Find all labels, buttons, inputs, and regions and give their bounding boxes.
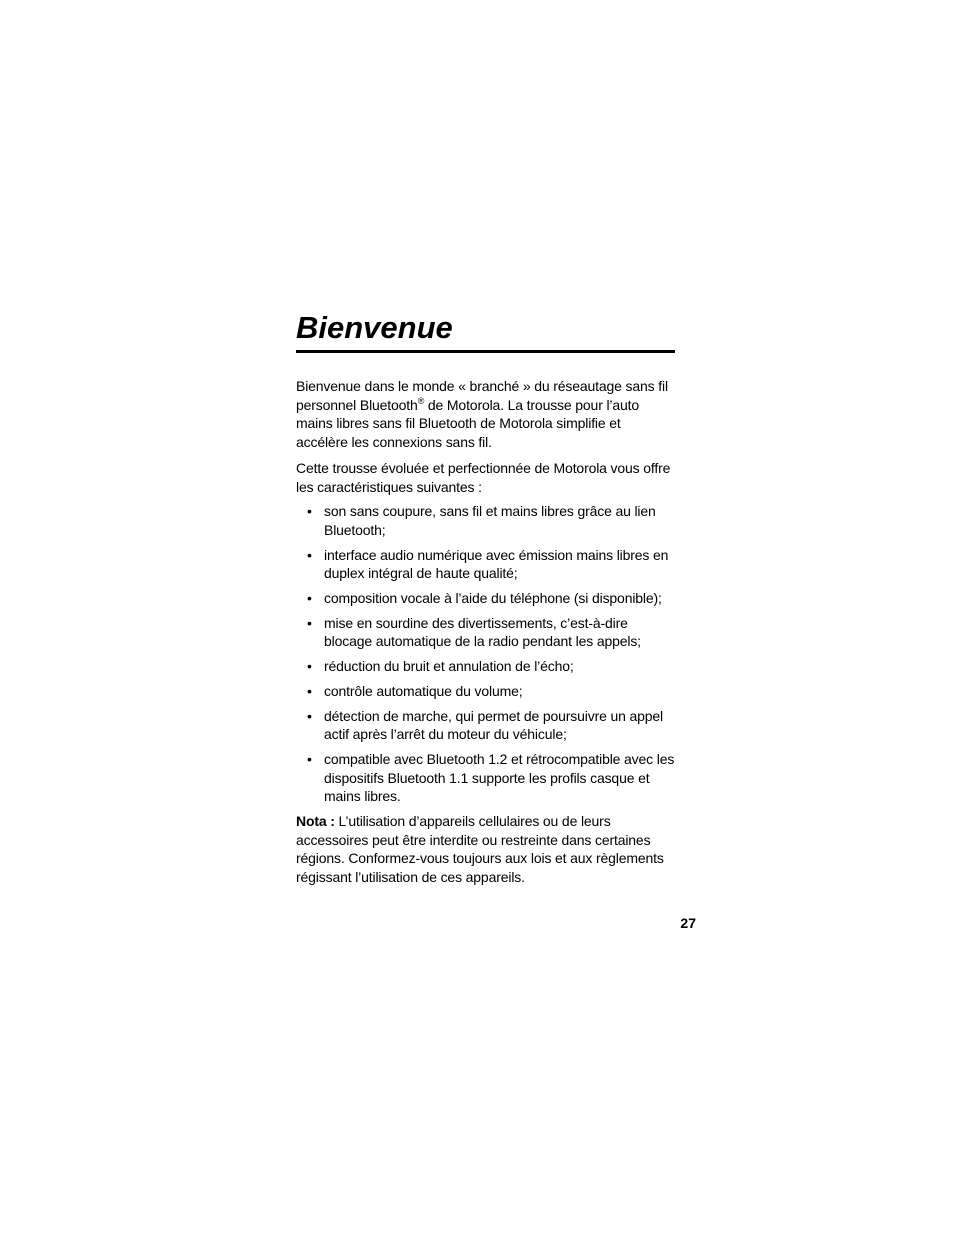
registered-mark: ® (417, 395, 425, 406)
bullet-icon: • (307, 546, 312, 563)
bullet-icon: • (307, 682, 312, 699)
intro-text-start: Bienvenue dans le monde « branché » du réseautage sans fil personnel Bluetooth (296, 378, 668, 413)
bullet-icon: • (307, 658, 312, 675)
page-content (296, 308, 676, 887)
list-item-text: composition vocale à l’aide du téléphone (si disponible); (324, 590, 662, 607)
list-item (296, 682, 676, 701)
bullet-icon: • (307, 590, 312, 607)
feature-list (296, 502, 676, 806)
title-divider (296, 350, 675, 353)
note-label: Nota : (296, 813, 335, 830)
list-item (296, 614, 676, 651)
list-item-text: contrôle automatique du volume; (324, 682, 523, 699)
bullet-icon: • (307, 707, 312, 724)
bullet-icon: • (307, 503, 312, 520)
list-item (296, 707, 676, 744)
intro-paragraph (296, 377, 676, 452)
list-item-text: son sans coupure, sans fil et mains libres grâce au lien Bluetooth; (324, 503, 656, 538)
features-intro-paragraph: Cette trousse évoluée et perfectionnée de Motorola vous offre les caractéristiques suivantes : (296, 459, 671, 495)
list-item-text: interface audio numérique avec émission mains libres en duplex intégral de haute qualité; (324, 546, 669, 582)
note-text: L’utilisation d’appareils cellulaires ou de leurs accessoires peut être interdite ou restreinte dans certaines régions. Conformez-vous toujours aux lois et aux règlements régissant l’utilisation de ces appareils. (296, 813, 664, 886)
list-item (296, 546, 676, 583)
list-item-text: réduction du bruit et annulation de l’écho; (324, 658, 574, 675)
page-title: Bienvenue (296, 310, 453, 345)
list-item (296, 502, 676, 539)
list-item (296, 589, 676, 608)
list-item-text: détection de marche, qui permet de poursuivre un appel actif après l’arrêt du moteur du véhicule; (324, 707, 664, 743)
page-number: 27 (680, 915, 696, 931)
list-item-text: mise en sourdine des divertissements, c’est-à-dire blocage automatique de la radio pendant les appels; (324, 614, 641, 650)
list-item-text: compatible avec Bluetooth 1.2 et rétrocompatible avec les dispositifs Bluetooth 1.1 supporte les profils casque et mains libres. (324, 750, 675, 805)
list-item (296, 750, 676, 806)
bullet-icon: • (307, 750, 312, 767)
note-paragraph (296, 812, 676, 887)
list-item (296, 657, 676, 676)
intro-text-end: de Motorola. La trousse pour l’auto mains libres sans fil Bluetooth de Motorola simplifie et accélère les connexions sans fil. (296, 396, 640, 451)
bullet-icon: • (307, 614, 312, 631)
